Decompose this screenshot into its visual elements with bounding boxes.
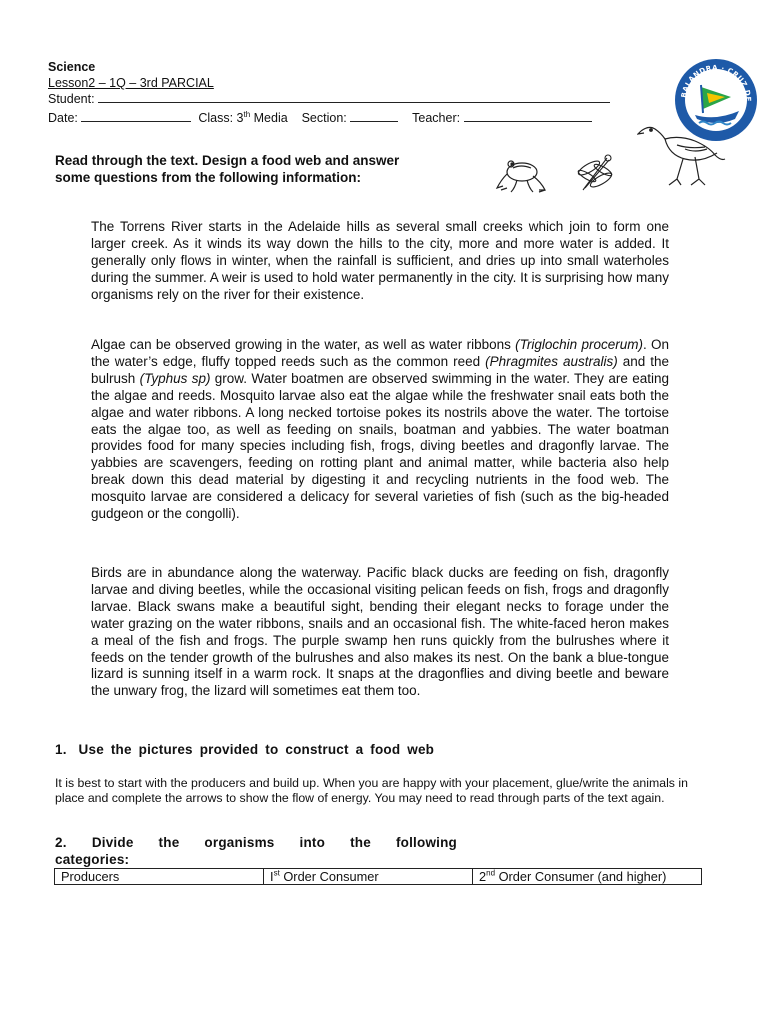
question-2-heading [55, 834, 457, 868]
p2-b-species: (Phragmites australis) [485, 353, 618, 369]
frog-image [493, 150, 551, 198]
col2-label: Order Consumer [279, 869, 379, 884]
swamp-hen-image [637, 121, 741, 193]
logo-ring-text: BALANDRA · CRUZ DE [680, 63, 753, 103]
q2-number: 2. [55, 835, 67, 850]
dragonfly-image [573, 150, 617, 196]
date-row [48, 107, 610, 126]
p2-b: . On the water’s edge, fluffy topped reeds such as the common reed [91, 337, 669, 369]
dragonfly-icon [573, 150, 617, 196]
producers-column-header: Producers [55, 869, 264, 885]
col3-sup: nd [486, 868, 496, 878]
worksheet-header [48, 59, 610, 126]
subject-title: Science [48, 60, 96, 74]
teacher-blank[interactable] [464, 110, 592, 122]
p2-a: Algae can be observed growing in the water, as well as water ribbons [91, 337, 516, 352]
p2-c-species: (Typhus sp) [139, 370, 211, 386]
second-order-consumer-header [473, 869, 702, 885]
student-label: Student: [48, 92, 95, 106]
col2-prefix: I [270, 869, 274, 884]
q1-title: Use the pictures provided to construct a food web [78, 742, 435, 757]
q1-number: 1. [55, 742, 67, 757]
intro-instructions: Read through the text. Design a food web and answer some questions from the following information: [55, 153, 400, 185]
section-label: Section: [301, 111, 347, 126]
col2-sup: st [273, 868, 280, 878]
teacher-label: Teacher: [412, 111, 461, 126]
lesson-line: Lesson2 – 1Q – 3rd PARCIAL [48, 76, 214, 90]
categories-table [54, 868, 702, 885]
p2-a-species: (Triglochin procerum) [515, 337, 643, 352]
class-label: Class: 3 [198, 111, 244, 126]
col3-label: Order Consumer (and higher) [495, 869, 667, 884]
date-blank[interactable] [81, 110, 191, 122]
paragraph-river: The Torrens River starts in the Adelaide hills as several small creeks which join to form one larger creek. As it winds its way down the hills to the city, more and more water is added. It generally only flows in winter, when the rainfall is sufficient, and dries up into small waterholes during the summer. A weir is used to hold water permanently in the city. It is surprising how many organisms rely on the river for their existence. [91, 219, 669, 302]
section-blank[interactable] [350, 110, 398, 122]
class-tail: Media [250, 111, 288, 126]
first-order-consumer-header [264, 869, 473, 885]
q2-title: Divide the organisms into the following categories: [55, 835, 457, 867]
question-1-text: It is best to start with the producers and build up. When you are happy with your placement, glue/write the animals in place and complete the arrows to show the flow of energy. You may need to read through parts of the text again. [55, 776, 688, 805]
p2-d: grow. Water boatmen are observed swimming in the water. They are eating the algae and reeds. Mosquito larvae also eat the algae while the freshwater snail eats both the algae and water ribbons. A long necked tortoise pokes its nostrils above the water. The tortoise eats the algae too, as well as feeding on snails, boatman and yabbies. The water boatman provides food for many species including fish, frogs, diving beetles and dragonfly larvae. The yabbies are scavengers, feeding on rotting plant and animal matter, while bacteria also help break down this dead material by digesting it and recycling nutrients in the food web. The mosquito larvae are considered a delicacy for several varieties of fish (such as the big-headed gudgeon or the congolli). [91, 370, 669, 522]
col3-prefix: 2 [479, 869, 487, 884]
student-row [48, 91, 610, 107]
swamp-hen-icon [637, 121, 741, 193]
paragraph-plants-and-animals [91, 337, 669, 523]
class-sup: th [243, 110, 251, 119]
date-label: Date: [48, 111, 78, 126]
table-header-row [55, 869, 702, 885]
student-blank[interactable] [98, 91, 610, 103]
paragraph-birds: Birds are in abundance along the waterway. Pacific black ducks are feeding on fish, dragonfly larvae and diving beetles, while the occasional visiting pelican feeds on fish, frogs and dragonfly larvae. Black swans make a beautiful sight, bending their elegant necks to forage under the water grazing on the water ribbons, snails and an occasional fish. The white-faced heron makes a meal of the fish and frogs. The purple swamp hen runs quickly from the bulrushes where it feeds on the tender growth of the bulrushes and also makes its nest. On the bank a blue-tongue lizard is sunning itself in a warm rock. It snaps at the dragonflies and diving beetle and beware the unwary frog, the lizard will sometimes eat them too. [91, 565, 669, 699]
frog-icon [493, 150, 551, 198]
question-1-heading [55, 741, 455, 758]
p2-c: and the bulrush [91, 353, 670, 386]
